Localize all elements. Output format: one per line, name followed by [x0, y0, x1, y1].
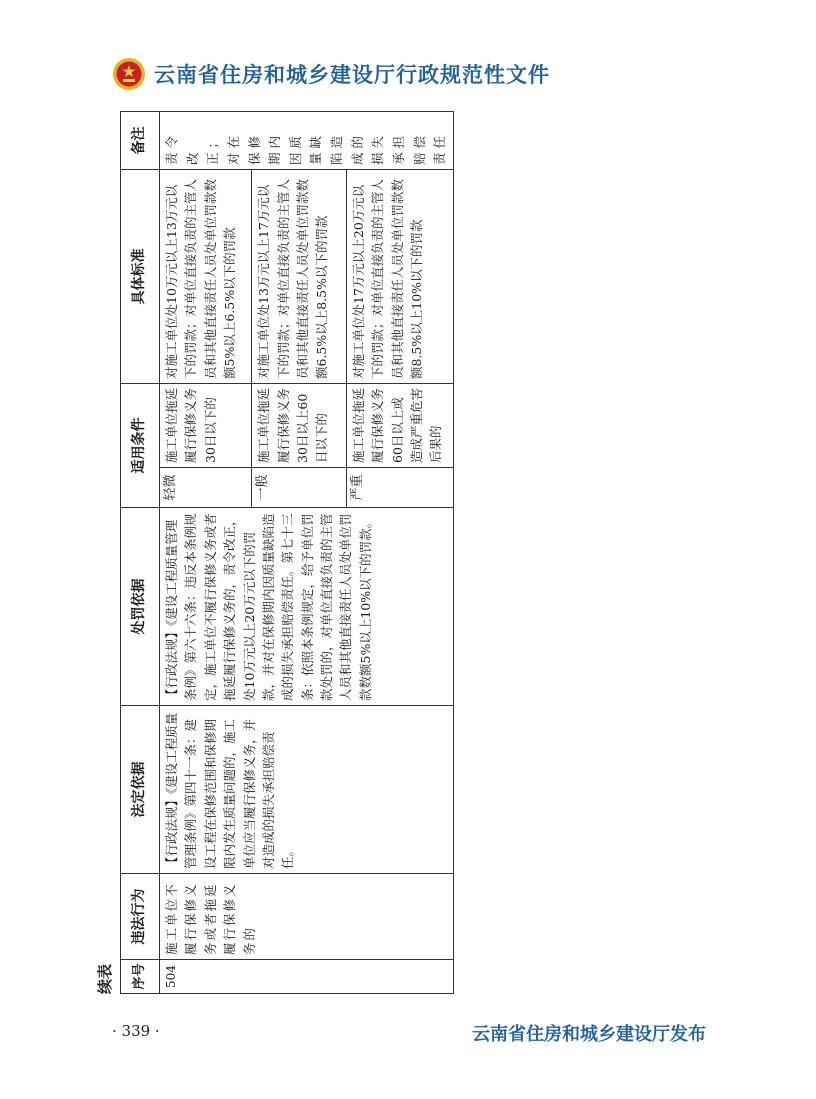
continued-label: 续表 [96, 963, 114, 994]
table-row [160, 112, 252, 994]
table-header-row [121, 112, 160, 994]
header-legal-basis: 法定依据 [121, 706, 160, 874]
level-label: 一般 [255, 474, 271, 501]
national-emblem-icon [112, 57, 146, 91]
level-label: 严重 [349, 474, 365, 501]
publisher-label: 云南省住房和城乡建设厅发布 [472, 1024, 706, 1045]
row-legal-basis: 【行政法规】《建设工程质量管理条例》第四十一条：建设工程在保修范围和保修期限内发生质量问题的，施工单位应当履行保修义务，并对造成的损失承担赔偿责任。 [160, 706, 454, 874]
row-penalty-basis: 【行政法规】《建设工程质量管理条例》第六十六条：违反本条例规定，施工单位不履行保修义务或者拖延履行保修义务的，责令改正，处10万元以上20万元以下的罚款，并对在保修期内因质量缺陷造成的损失承担赔偿责任。第七十三条：依照本条例规定，给予单位罚款处罚的，对单位直接负责的主管人员和其他直接责任人员处单位罚款数额5%以上10%以下的罚款。 [160, 508, 454, 706]
level-serious [346, 468, 453, 508]
standard-general: 对施工单位处13万元以上17万元以下的罚款；对单位直接负责的主管人员和其他直接责任人员处单位罚款数额6.5%以上8.5%以下的罚款 [252, 170, 346, 384]
header-standard: 具体标准 [121, 170, 160, 384]
page-header [112, 56, 550, 92]
header-act: 违法行为 [121, 874, 160, 960]
row-seq: 504 [160, 960, 454, 994]
row-violation: 施工单位不履行保修义务或者拖延履行保修义务的 [160, 874, 454, 960]
condition-serious: 施工单位拖延履行保修义务60日以上或造成严重危害后果的 [346, 384, 453, 468]
standard-minor: 对施工单位处10万元以上13万元以下的罚款；对单位直接负责的主管人员和其他直接责任人员处单位罚款数额5%以上6.5%以下的罚款 [160, 170, 252, 384]
penalty-standards-table [120, 111, 454, 994]
row-note: 责令改正；对在保修期内因质量缺陷造成的损失承担赔偿责任 [160, 112, 454, 170]
condition-general: 施工单位拖延履行保修义务30日以上60日以下的 [252, 384, 346, 468]
level-general [252, 468, 346, 508]
condition-minor: 施工单位拖延履行保修义务30日以下的 [160, 384, 252, 468]
level-label: 轻微 [163, 474, 178, 501]
header-condition: 适用条件 [121, 384, 160, 508]
standard-serious: 对施工单位处17万元以上20万元以下的罚款；对单位直接负责的主管人员和其他直接责任人员处单位罚款数额8.5%以上10%以下的罚款 [346, 170, 453, 384]
level-minor [160, 468, 252, 508]
header-seq: 序号 [121, 960, 160, 994]
header-penalty-basis: 处罚依据 [121, 508, 160, 706]
header-note: 备注 [121, 112, 160, 170]
page-number: · 339 · [112, 1022, 160, 1040]
penalty-table-container [96, 112, 448, 994]
document-series-title: 云南省住房和城乡建设厅行政规范性文件 [154, 63, 550, 87]
